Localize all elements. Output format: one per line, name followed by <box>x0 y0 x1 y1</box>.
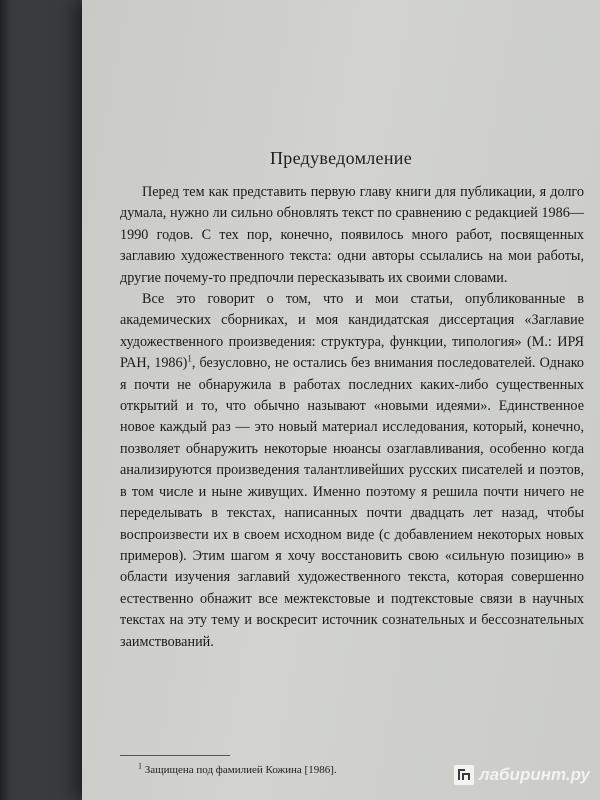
footnote-divider <box>120 755 230 756</box>
watermark <box>454 765 590 785</box>
paragraph-2-part-2: , безусловно, не остались без внимания последователей. Однако я почти не обнаружила в работах последних каких-либо существенных открытий и то, что обычно называют «новыми идеями». Единственное новое каждый раз — это новый материал исследования, который, конечно, позволяет обнаружить некоторые нюансы озаглавливания, особенно когда анализируются произведения талантливейших русских писателей и поэтов, в том числе и ныне живущих. Именно поэтому я решила почти ничего не переделывать в текстах, написанных почти двадцать лет назад, чтобы воспроизвести их в своем исходном виде (с добавлением некоторых новых примеров). Этим шагом я хочу восстановить свою «сильную позицию» в области изучения заглавий художественного текста, которая совершенно естественно обнажит все межтекстовые и подтекстовые связи в научных текстах на эту тему и воскресит источник сознательных и бессознательных заимствований. <box>120 355 585 650</box>
labyrinth-logo-icon <box>454 765 474 785</box>
page-heading: Предуведомление <box>270 148 412 168</box>
watermark-text: лабиринт.ру <box>479 765 590 784</box>
footnote-ref: 1 <box>187 353 192 364</box>
footnote-mark: 1 <box>138 761 142 771</box>
footnote-text: Защищена под фамилией Кожина [1986]. <box>144 764 337 776</box>
paragraph-2-part-1: Все это говорит о том, что и мои статьи, опубликованные в академических сборниках, и моя кандидатская диссертация «Заглавие художественного произведения: структура, функции, типология» (М.: ИРЯ РАН, 1986) <box>120 291 584 372</box>
paragraph-2 <box>120 289 584 653</box>
footnote <box>138 761 337 776</box>
paragraph-1: Перед тем как представить первую главу книги для публикации, я долго думала, нужно ли сильно обновлять текст по сравнению с редакцией 1986—1990 годов. С тех пор, конечно, появилось много работ, посвященных заглавию художественного текста: одни авторы ссылались на мои работы, другие почему-то предпочли пересказывать их своими словами. <box>120 184 584 286</box>
background-edge <box>0 0 12 800</box>
body-text <box>120 182 584 653</box>
book-page <box>82 0 600 800</box>
